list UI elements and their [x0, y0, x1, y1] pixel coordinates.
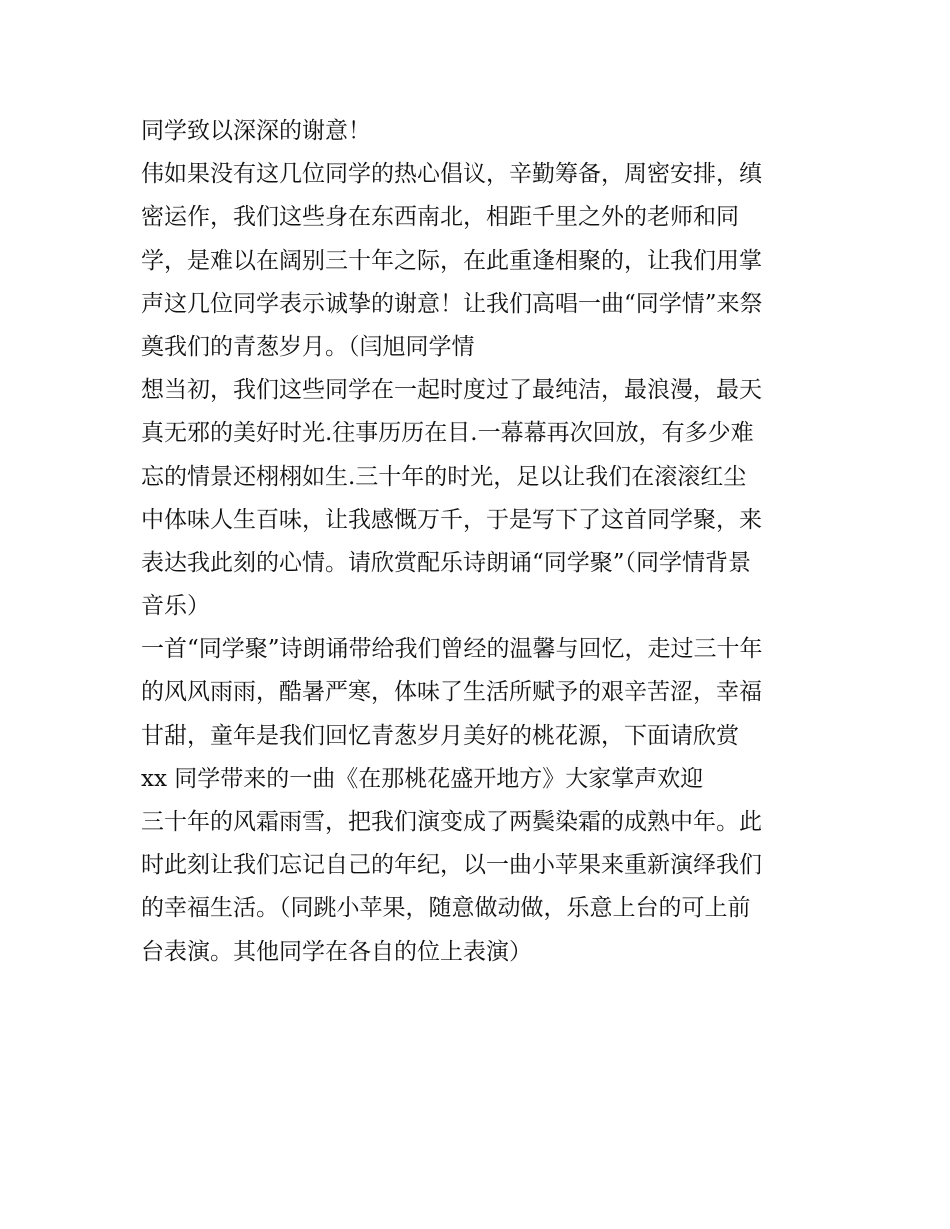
- text-line: 密运作，我们这些身在东西南北，相距千里之外的老师和同: [141, 204, 739, 231]
- text-line: 真无邪的美好时光.往事历历在目.一幕幕再次回放，有多少难: [141, 420, 754, 447]
- text-line: 想当初，我们这些同学在一起时度过了最纯洁，最浪漫，最天: [141, 377, 762, 404]
- text-line: 时此刻让我们忘记自己的年纪，以一曲小苹果来重新演绎我们: [141, 852, 762, 879]
- text-line: 一首“同学聚”诗朗诵带给我们曾经的温馨与回忆，走过三十年: [141, 636, 763, 663]
- text-line: 奠我们的青葱岁月。（闫旭同学情: [141, 333, 475, 360]
- text-line: 学，是难以在阔别三十年之际，在此重逢相聚的，让我们用掌: [141, 247, 762, 274]
- text-line: 音乐）: [141, 593, 210, 620]
- text-line: 的风风雨雨，酷暑严寒，体味了生活所赋予的艰辛苦涩，幸福: [141, 679, 762, 706]
- text-line: 忘的情景还栩栩如生.三十年的时光，足以让我们在滚滚红尘: [141, 463, 747, 490]
- text-line: 的幸福生活。（同跳小苹果，随意做动做，乐意上台的可上前: [141, 895, 751, 922]
- body-text: [141, 110, 821, 974]
- text-line: xx 同学带来的一曲《在那桃花盛开地方》大家掌声欢迎: [141, 765, 704, 792]
- text-line: 伟如果没有这几位同学的热心倡议，辛勤筹备，周密安排，缜: [141, 161, 762, 188]
- text-line: 同学致以深深的谢意！: [141, 118, 371, 144]
- text-line: 声这几位同学表示诚挚的谢意！让我们高唱一曲“同学情”来祭: [141, 290, 763, 317]
- text-line: 中体味人生百味，让我感慨万千，于是写下了这首同学聚，来: [141, 506, 762, 533]
- text-line: 甘甜，童年是我们回忆青葱岁月美好的桃花源，下面请欣赏: [141, 722, 739, 749]
- text-line: 表达我此刻的心情。请欣赏配乐诗朗诵“同学聚”（同学情背景: [141, 549, 752, 576]
- text-line: 三十年的风霜雨雪，把我们演变成了两鬓染霜的成熟中年。此: [141, 809, 762, 835]
- text-line: 台表演。其他同学在各自的位上表演）: [141, 938, 532, 965]
